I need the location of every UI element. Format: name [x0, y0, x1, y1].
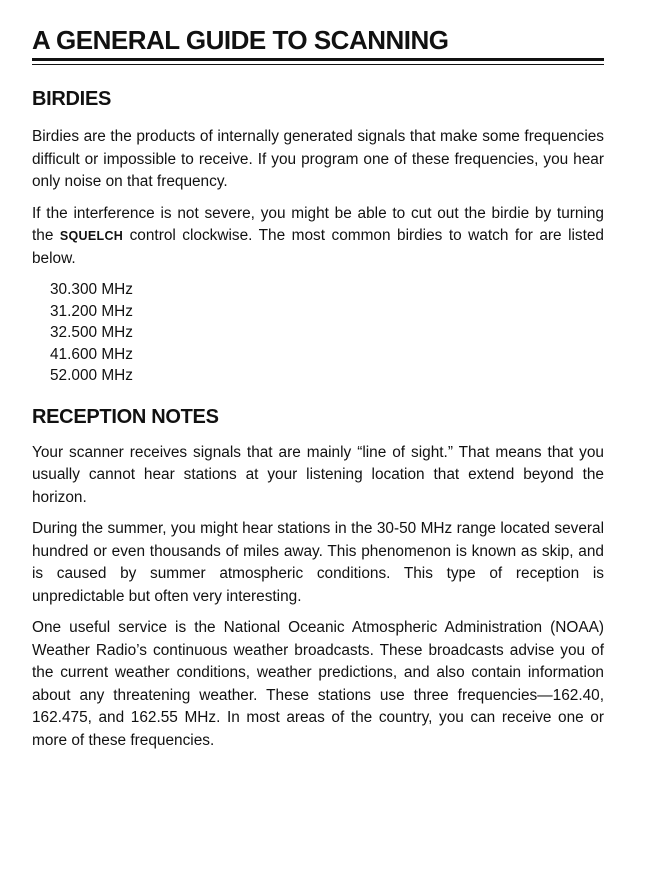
frequency-item: 31.200 MHz — [50, 302, 133, 320]
reception-paragraph-3: One useful service is the National Oceanic Atmospheric Administration (NOAA) Weather Radio’s continuous weather broadcasts. These broadcasts advise you of the current weather conditions, weather predictions, and also contain information about any threatening weather. These stations use three frequencies—162.40, 162.475, and 162.55 MHz. In most areas of the country, you can receive one or more of these frequencies. — [32, 619, 604, 749]
reception-paragraph-2: During the summer, you might hear stations in the 30-50 MHz range located several hundred or even thousands of miles away. This phenomenon is known as skip, and is caused by summer atmospheric conditions. This type of reception is unpredictable but often very interesting. — [32, 520, 604, 605]
document-page — [32, 24, 604, 752]
title-rule-thick — [32, 58, 604, 61]
birdies-heading: BIRDIES — [32, 88, 112, 110]
birdies-section — [32, 87, 604, 387]
page-title: A GENERAL GUIDE TO SCANNING — [32, 25, 449, 55]
birdies-paragraph-2-end: control clockwise. The most common birdies to watch for are listed below. — [32, 227, 604, 267]
frequency-item: 41.600 MHz — [50, 345, 133, 363]
birdies-paragraph-2 — [32, 203, 604, 271]
squelch-control-label: SQUELCH — [59, 229, 124, 243]
birdies-paragraph-1: Birdies are the products of internally generated signals that make some frequencies difficult or impossible to receive. If you program one of these frequencies, you hear only noise on that frequency. — [32, 128, 604, 190]
birdies-paragraph-2-start: If the interference is not severe, you might be able to cut out the birdie by turning the — [32, 204, 604, 244]
title-rule-thin — [32, 64, 604, 65]
frequency-item: 30.300 MHz — [50, 281, 133, 298]
reception-paragraph-1: Your scanner receives signals that are mainly “line of sight.” That means that you usually cannot hear stations at your listening location that extend beyond the horizon. — [32, 443, 604, 506]
reception-notes-heading: RECEPTION NOTES — [32, 405, 219, 428]
frequency-item: 32.500 MHz — [50, 324, 133, 341]
birdie-frequency-list — [50, 279, 604, 387]
frequency-item: 52.000 MHz — [50, 367, 133, 384]
reception-notes-section — [32, 405, 604, 753]
